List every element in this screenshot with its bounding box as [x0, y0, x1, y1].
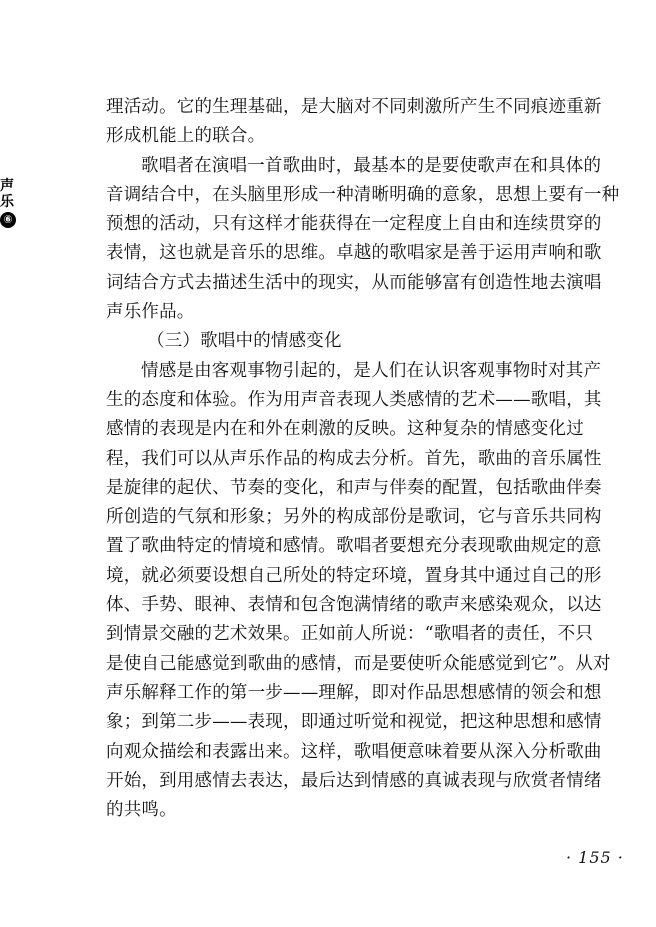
body-text — [106, 93, 626, 825]
text-line: 向观众描绘和表露出来。这样，歌唱便意味着要从深入分析歌曲 — [106, 741, 602, 762]
text-line: 是旋律的起伏、节奏的变化，和声与伴奏的配置，包括歌曲伴奏 — [106, 477, 602, 498]
text-line: 情感是由客观事物引起的，是人们在认识客观事物时对其产 — [141, 360, 602, 381]
text-line: 音调结合中，在头脑里形成一种清晰明确的意象，思想上要有一种 — [106, 184, 620, 205]
chapter-side-tab — [0, 178, 22, 228]
text-line: 到情景交融的艺术效果。正如前人所说：“歌唱者的责任，不只 — [106, 624, 594, 645]
text-line: 声乐解释工作的第一步——理解，即对作品思想感情的领会和想 — [106, 682, 602, 703]
text-line: 理活动。它的生理基础，是大脑对不同刺激所产生不同痕迹重新 — [106, 97, 602, 117]
text-line: 形成机能上的联合。 — [106, 126, 266, 147]
text-line: 程，我们可以从声乐作品的构成去分析。首先，歌曲的音乐属性 — [106, 448, 602, 469]
text-line: 所创造的气氛和形象；另外的构成部份是歌词，它与音乐共同构 — [106, 507, 602, 528]
text-line: 置了歌曲特定的情境和感情。歌唱者要想充分表现歌曲规定的意 — [106, 536, 602, 557]
side-tab-char-1: 声 — [0, 178, 14, 194]
text-line: 是使自己能感觉到歌曲的感情，而是要使听众能感觉到它”。从对 — [106, 653, 611, 674]
text-line: 体、手势、眼神、表情和包含饱满情绪的歌声来感染观众，以达 — [106, 595, 602, 616]
page-number: · 155 · — [566, 848, 624, 867]
text-line: 表情，这也就是音乐的思维。卓越的歌唱家是善于运用声响和歌 — [106, 243, 602, 264]
side-tab-chapter-number: ⑥ — [0, 212, 16, 228]
side-tab-char-2: 乐 — [0, 194, 14, 210]
text-line: 开始，到用感情去表达，最后达到情感的真诚表现与欣赏者情绪 — [106, 770, 602, 791]
text-line: 象；到第二步——表现，即通过听觉和视觉，把这种思想和感情 — [106, 712, 602, 733]
text-line: 感情的表现是内在和外在刺激的反映。这种复杂的情感变化过 — [106, 419, 584, 440]
text-line: 歌唱者在演唱一首歌曲时，最基本的是要使歌声在和具体的 — [141, 155, 602, 176]
text-line: 境，就必须要设想自己所处的特定环境，置身其中通过自己的形 — [106, 565, 602, 586]
text-line: 预想的活动，只有这样才能获得在一定程度上自由和连续贯穿的 — [106, 214, 602, 235]
text-line: 声乐作品。 — [106, 302, 195, 323]
section-heading: （三）歌唱中的情感变化 — [147, 331, 342, 352]
text-line: 词结合方式去描述生活中的现实，从而能够富有创造性地去演唱 — [106, 272, 602, 293]
text-line: 的共鸣。 — [106, 800, 177, 821]
text-line: 生的态度和体验。作为用声音表现人类感情的艺术——歌唱，其 — [106, 389, 602, 410]
